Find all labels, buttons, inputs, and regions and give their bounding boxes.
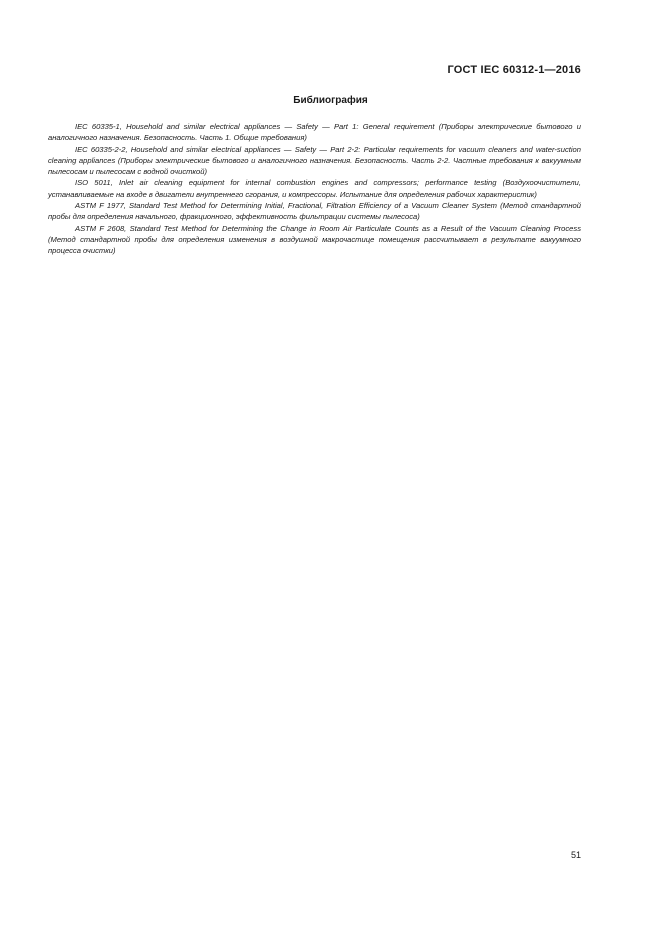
bibliography-entry: ASTM F 1977, Standard Test Method for Determining Initial, Fractional, Filtration Efficiency of a Vacuum Cleaner System (Метод стандартной пробы для определения начального, фракционного, эффективность фильтрации системы пылесоса) [48,201,581,222]
bibliography-entry: IEC 60335-2-2, Household and similar electrical appliances — Safety — Part 2-2: Particular requirements for vacuum cleaners and water-suction cleaning appliances (Приборы электрические бытового и аналогичного назначения. Безопасность. Часть 2-2. Частные требования к вакуумным пылесосам и пылесосам с водной очисткой) [48,144,581,177]
bibliography-title: Библиография [293,95,368,106]
bibliography-entry: ISO 5011, Inlet air cleaning equipment for internal combustion engines and compressors; performance testing (Воздухоочистители, устанавливаемые на входе в двигатели внутреннего сгорания, и компрессоры. Испытание для определения рабочих характеристик) [48,178,581,199]
document-code: ГОСТ IEC 60312-1—2016 [447,64,581,76]
bibliography-list [48,121,581,257]
bibliography-entry: IEC 60335-1, Household and similar electrical appliances — Safety — Part 1: General requirement (Приборы электрические бытового и аналогичного назначения. Безопасность. Часть 1. Общие требования) [48,122,581,143]
page-number: 51 [570,850,581,860]
bibliography-entry: ASTM F 2608, Standard Test Method for Determining the Change in Room Air Particulate Counts as a Result of the Vacuum Cleaning Process (Метод стандартной пробы для определения изменения в воздушной макрочастице помещения рассчитывает в результате вакуумного процесса очистки) [48,223,581,256]
